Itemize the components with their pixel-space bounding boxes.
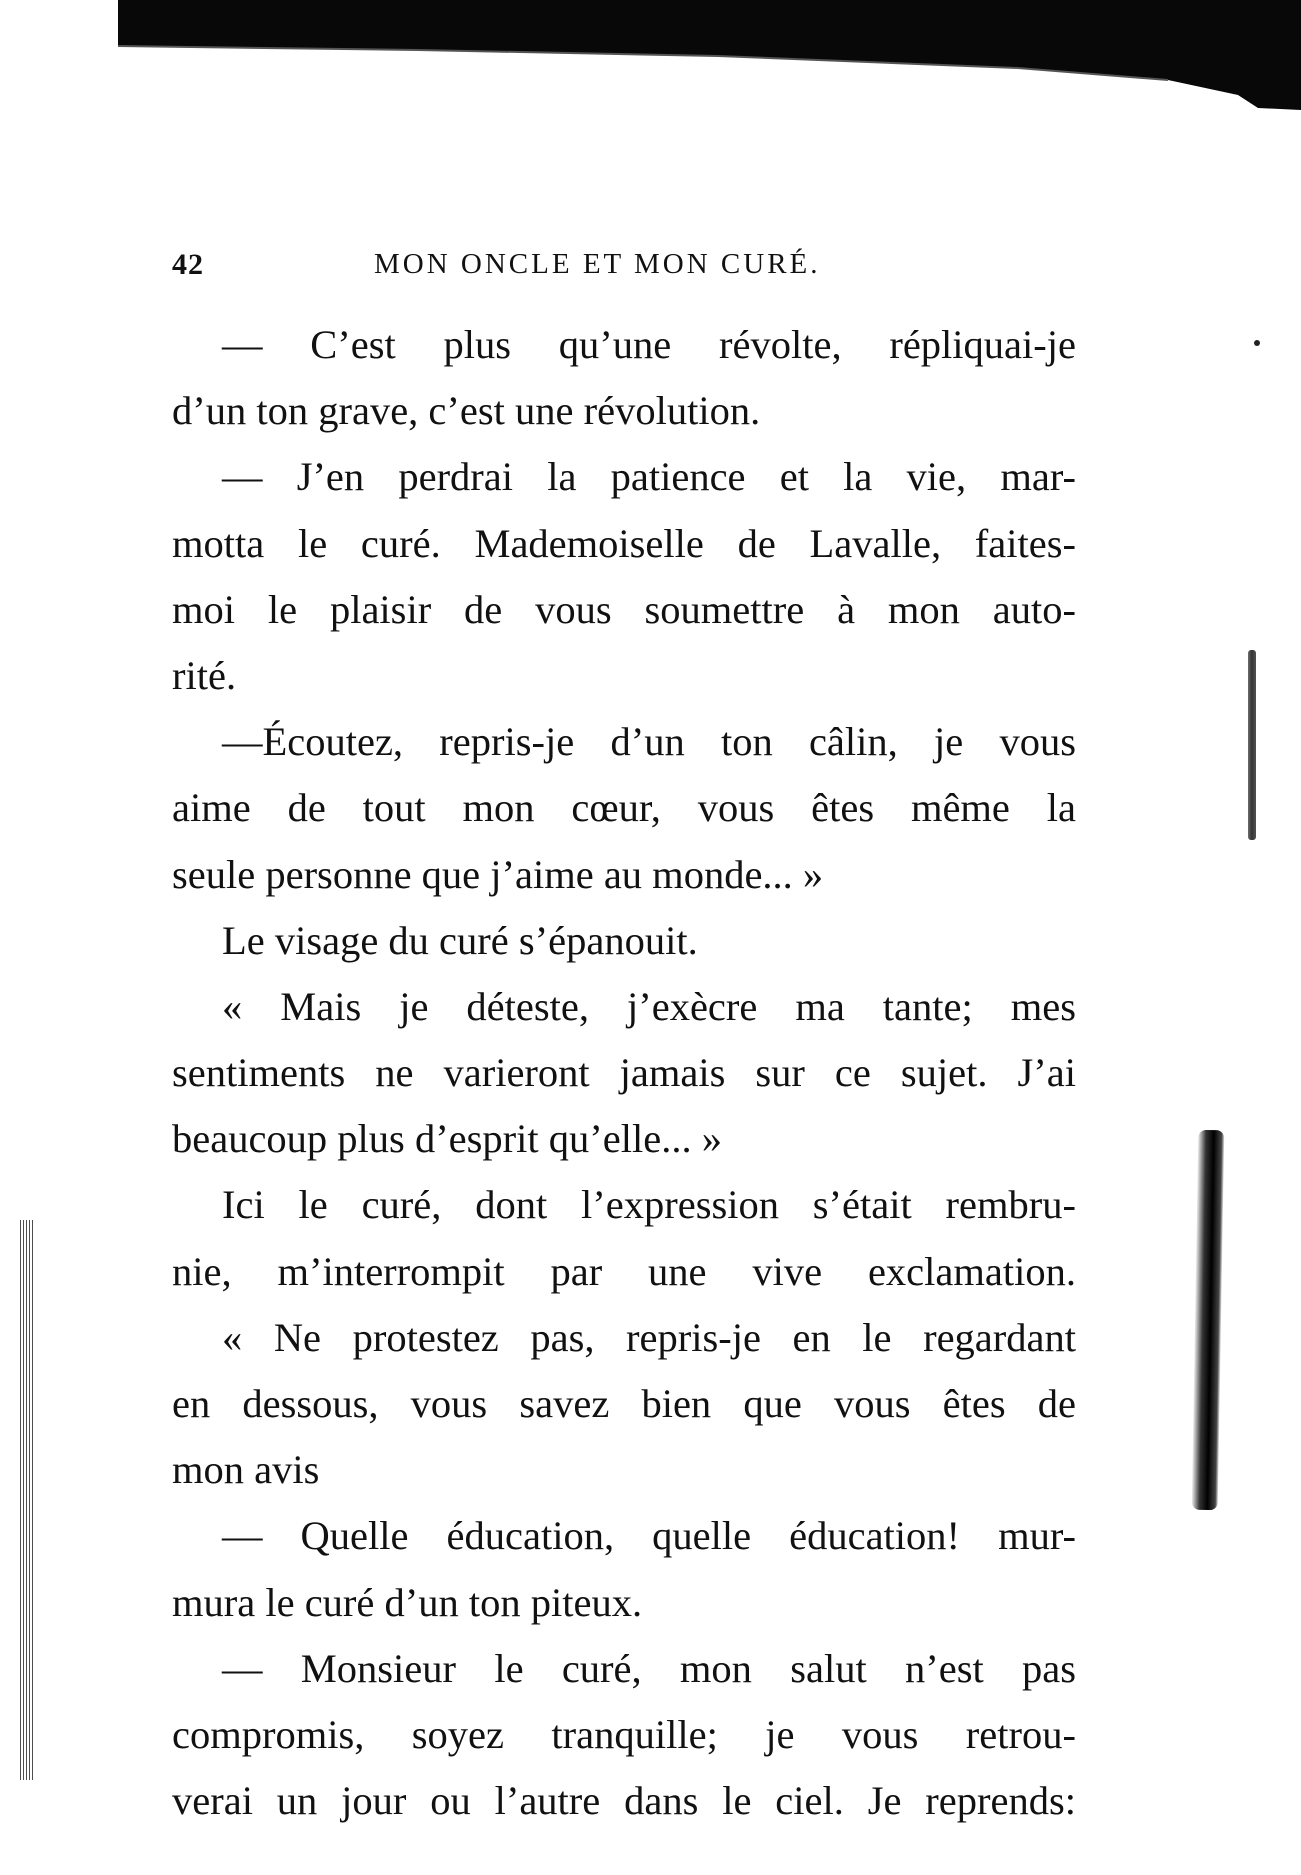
text-line: — J’en perdrai la patience et la vie, mar- [222, 454, 1076, 500]
text-line: mon avis [172, 1447, 320, 1493]
scan-speck [1254, 340, 1260, 346]
text-line: seule personne que j’aime au monde... » [172, 851, 824, 897]
binding-shadow-mark [1192, 1130, 1225, 1510]
text-line: moi le plaisir de vous soumettre à mon auto- [172, 586, 1076, 632]
text-line: « Ne protestez pas, repris-je en le regardant [222, 1314, 1076, 1360]
text-line: rité. [172, 652, 237, 698]
text-line: — C’est plus qu’une révolte, répliquai-je [222, 322, 1076, 367]
text-line: nie, m’interrompit par une vive exclamation. [172, 1248, 1076, 1294]
text-line: — Monsieur le curé, mon salut n’est pas [222, 1645, 1076, 1691]
text-line: beaucoup plus d’esprit qu’elle... » [172, 1116, 722, 1162]
page-number: 42 [172, 248, 204, 281]
page-edge-lines [20, 1220, 34, 1780]
running-title: MON ONCLE ET MON CURÉ. [374, 248, 821, 280]
text-line: Le visage du curé s’épanouit. [222, 917, 698, 963]
body-text [172, 312, 1076, 1834]
text-line: compromis, soyez tranquille; je vous retrou- [172, 1711, 1076, 1757]
text-line: verai un jour ou l’autre dans le ciel. Je reprends: [172, 1778, 1076, 1824]
text-line: « Mais je déteste, j’exècre ma tante; mes [222, 983, 1076, 1029]
text-line: en dessous, vous savez bien que vous êtes de [172, 1381, 1076, 1426]
text-line: motta le curé. Mademoiselle de Lavalle, faites- [172, 520, 1076, 566]
text-line: aime de tout mon cœur, vous êtes même la [172, 785, 1076, 831]
binding-shadow-mark [1248, 650, 1256, 840]
running-head [172, 248, 892, 288]
text-line: — Quelle éducation, quelle éducation! mur- [222, 1513, 1076, 1559]
scan-top-edge [118, 0, 1301, 110]
text-line: —Écoutez, repris-je d’un ton câlin, je vous [222, 719, 1076, 765]
text-line: mura le curé d’un ton piteux. [172, 1579, 643, 1625]
text-line: sentiments ne varieront jamais sur ce sujet. J’ai [172, 1050, 1076, 1096]
text-line: Ici le curé, dont l’expression s’était rembru- [222, 1182, 1076, 1228]
text-line: d’un ton grave, c’est une révolution. [172, 388, 761, 434]
